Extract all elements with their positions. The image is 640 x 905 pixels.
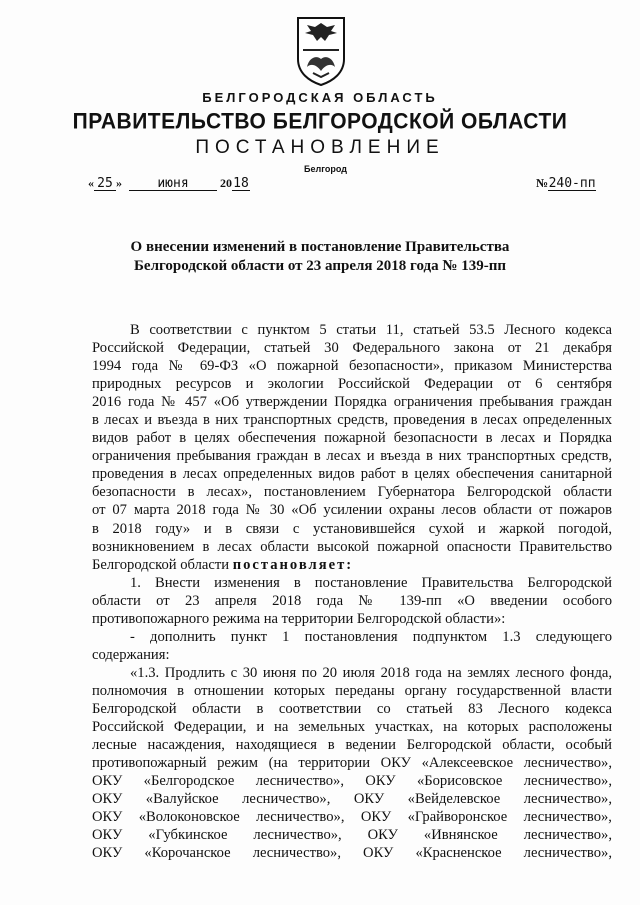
resolution-word: постановляет:	[232, 556, 354, 573]
body-line: «1.3. Продлить с 30 июня по 20 июля 2018 года на землях лесного фонда,	[130, 664, 612, 681]
body-line: лесные насаждения, находящиеся в ведении Белгородской области, особый	[92, 737, 612, 754]
body-line: видов работ в целях обеспечения пожарной безопасности в лесах и Порядка	[92, 430, 612, 447]
document-title	[60, 238, 580, 276]
body-text: Белгородской области	[92, 556, 230, 573]
forestry-row	[92, 808, 612, 826]
body-line: В соответствии с пунктом 5 статьи 11, статьей 53.5 Лесного кодекса	[130, 322, 612, 338]
forestry-cell: «Грайворонское	[407, 809, 508, 826]
region-name: БЕЛГОРОДСКАЯ ОБЛАСТЬ	[202, 90, 438, 105]
coat-of-arms-emblem	[295, 15, 347, 87]
number-value: 240-пп	[548, 176, 596, 191]
date-close-quote: »	[116, 176, 122, 190]
body-line: содержания:	[92, 646, 170, 663]
body-line	[92, 556, 612, 574]
body-line: области от 23 апреля 2018 года № 139-пп «О введении особого	[92, 592, 612, 609]
document-type: ПОСТАНОВЛЕНИЕ	[195, 137, 445, 158]
body-line: 1994 года № 69-ФЗ «О пожарной безопасности», приказом Министерства	[92, 358, 612, 375]
body-line: в 2018 году» и в связи с установившейся сухой и жаркой погодой,	[92, 520, 612, 537]
forestry-cell: «Валуйское	[145, 791, 219, 808]
body-line: - дополнить пункт 1 постановления подпунктом 1.3 следующего	[130, 628, 612, 645]
body-line: Российской Федерации, статьей 30 Федерального закона от 21 декабря	[92, 340, 612, 357]
forestry-cell: «Белгородское	[143, 773, 235, 790]
forestry-cell: лесничество»,	[523, 827, 612, 844]
forestry-cell: лесничество»,	[523, 809, 612, 826]
forestry-cell: лесничество»,	[253, 827, 342, 844]
forestry-cell: лесничество»,	[242, 791, 331, 808]
forestry-cell: ОКУ	[360, 809, 392, 826]
forestry-cell: «Корочанское	[144, 845, 231, 862]
forestry-row	[92, 844, 612, 862]
forestry-cell: ОКУ	[92, 809, 123, 826]
forestry-cell: ОКУ	[363, 845, 394, 862]
city-name: Белгород	[304, 164, 347, 174]
forestry-cell: ОКУ	[365, 773, 396, 790]
body-line: природных ресурсов и экологии Российской Федерации от 6 сентября	[92, 376, 612, 393]
government-name: ПРАВИТЕЛЬСТВО БЕЛГОРОДСКОЙ ОБЛАСТИ	[72, 109, 568, 134]
forestry-cell: «Губкинское	[148, 827, 228, 844]
forestry-cell: «Ивнянское	[423, 827, 498, 844]
forestry-cell: «Борисовское	[416, 773, 503, 790]
date-open-quote: «	[88, 176, 94, 190]
forestry-cell: ОКУ	[367, 827, 398, 844]
forestry-cell: ОКУ	[92, 773, 123, 790]
forestry-cell: «Красненское	[415, 845, 502, 862]
body-line: безопасности в лесах», постановлением Губернатора Белгородской области	[92, 484, 612, 501]
body-line: от 07 марта 2018 года № 30 «Об усилении охраны лесов области от пожаров	[92, 502, 612, 519]
body-line: в лесах и въезда в них транспортных средств, проведения в лесах определенных	[92, 412, 612, 429]
body-line: Белгородской области в соответствии со статьей 83 Лесного кодекса	[92, 700, 612, 717]
document-body	[92, 321, 612, 862]
forestry-cell: ОКУ	[92, 845, 123, 862]
body-line: полномочия в отношении которых переданы органу государственной власти	[92, 682, 612, 699]
date-year-prefix: 20	[220, 176, 232, 190]
forestry-cell: лесничество»,	[255, 773, 344, 790]
forestry-cell: «Вейделевское	[407, 791, 501, 808]
body-line: ограничения пребывания граждан в лесах и въезда в них транспортных средств,	[92, 448, 612, 465]
title-line: О внесении изменений в постановление Правительства	[130, 239, 510, 255]
title-line: Белгородской области от 23 апреля 2018 года № 139-пп	[134, 258, 506, 274]
forestry-cell: лесничество»,	[523, 845, 612, 862]
forestry-cell: «Волоконовское	[138, 809, 240, 826]
date-day: 25	[94, 177, 116, 191]
body-line: проведения в лесах определенных видов работ в целях обеспечения санитарной	[92, 466, 612, 483]
number-sign: №	[536, 176, 549, 190]
date-field	[88, 176, 250, 191]
date-year-suffix: 18	[233, 176, 249, 191]
forestry-cell: ОКУ	[92, 827, 123, 844]
body-line: противопожарный режим (на территории ОКУ «Алексеевское лесничество»,	[92, 755, 612, 772]
body-line: возникновением в лесах области высокой пожарной опасности Правительство	[92, 538, 612, 555]
forestry-cell: лесничество»,	[523, 773, 612, 790]
document-number	[536, 176, 596, 191]
forestry-cell: ОКУ	[92, 791, 123, 808]
body-line: Российской Федерации, и на земельных участках, на которых расположены	[92, 719, 612, 736]
forestry-cell: лесничество»,	[252, 845, 341, 862]
forestry-cell: ОКУ	[353, 791, 385, 808]
forestry-row	[92, 790, 612, 808]
body-line: 2016 года № 457 «Об утверждении Порядка ограничения пребывания граждан	[92, 394, 612, 411]
forestry-cell: лесничество»,	[256, 809, 345, 826]
body-line: противопожарного режима на территории Белгородской области»:	[92, 610, 506, 627]
forestry-cell: лесничество»,	[523, 791, 612, 808]
forestry-row	[92, 772, 612, 790]
date-month: июня	[129, 177, 217, 191]
body-line: 1. Внести изменения в постановление Правительства Белгородской	[130, 574, 612, 591]
forestry-row	[92, 826, 612, 844]
